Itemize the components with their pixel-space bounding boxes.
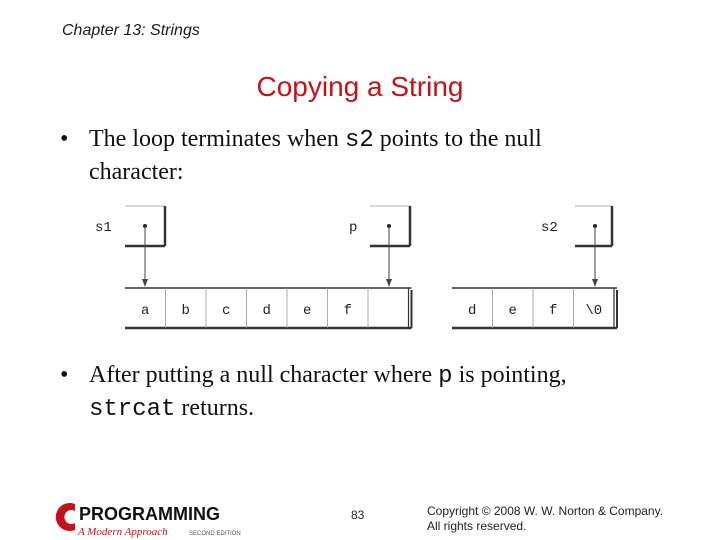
page-number: 83: [351, 508, 365, 522]
bullet-1-line-2: character:: [89, 159, 184, 185]
chapter-header: Chapter 13: Strings: [62, 22, 200, 39]
array1-cell: f: [343, 303, 352, 319]
array1-cell: d: [262, 303, 271, 319]
array2-cell: e: [508, 303, 517, 319]
array1-cell: a: [141, 303, 150, 319]
bullet-dot: •: [60, 362, 69, 388]
logo-edition: SECOND EDITION: [189, 531, 241, 537]
code-s2: s2: [344, 127, 374, 154]
logo-c-mark: [56, 503, 75, 531]
code-strcat: strcat: [89, 396, 176, 423]
pointer-p-label: p: [349, 220, 358, 236]
array2-cell: f: [549, 303, 558, 319]
bullet-2-line-1: After putting a null character where p is pointing,: [89, 362, 567, 390]
bullet-2-line-2: strcat returns.: [89, 395, 255, 423]
string-copy-diagram: [80, 200, 640, 340]
bullet-1-line-1: The loop terminates when s2 points to the null: [89, 126, 542, 154]
pointer-s2-arrowhead: [592, 279, 598, 287]
pointer-s2-label: s2: [541, 220, 558, 236]
array2-cell: d: [468, 303, 477, 319]
pointer-s1-label: s1: [95, 220, 112, 236]
copyright-line-1: Copyright © 2008 W. W. Norton & Company.: [427, 504, 664, 518]
copyright-line-2: All rights reserved.: [427, 519, 527, 533]
array2-cell: \0: [585, 303, 603, 319]
pointer-s1-arrowhead: [142, 279, 148, 287]
copyright: [427, 504, 663, 534]
pointer-p-arrowhead: [386, 279, 392, 287]
array1-cell: e: [303, 303, 312, 319]
logo-subtitle: A Modern Approach: [78, 526, 168, 538]
bullet-dot: •: [60, 126, 69, 152]
array1-cell: c: [222, 303, 231, 319]
c-programming-logo: [55, 498, 270, 540]
slide-title-text: Copying a String: [256, 71, 464, 102]
logo-main-text: PROGRAMMING: [79, 504, 220, 524]
code-p: p: [438, 363, 453, 390]
array1-cell: b: [181, 303, 190, 319]
slide-title: [0, 71, 720, 103]
